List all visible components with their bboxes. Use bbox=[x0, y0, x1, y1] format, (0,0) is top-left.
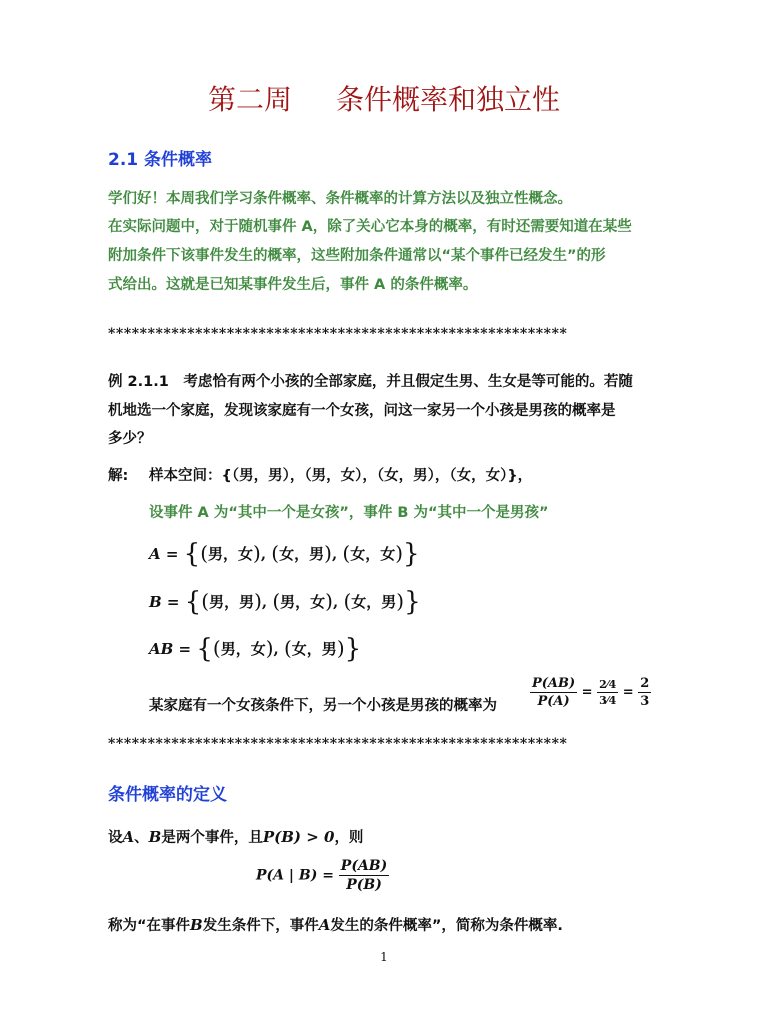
conclusion-text: 某家庭有一个女孩条件下，另一个小孩是男孩的概率为 bbox=[149, 698, 497, 714]
nested-numerator: 2⁄4 bbox=[599, 678, 617, 691]
event-a: A bbox=[122, 828, 135, 846]
separator-stars-top: ********************************************************** bbox=[108, 326, 568, 342]
set-b-equation: B = {(男，男), (男，女), (女，男)} bbox=[149, 587, 421, 617]
formula-denominator: P(B) bbox=[346, 877, 382, 893]
ratio-fraction bbox=[530, 676, 577, 709]
event-b: B bbox=[148, 828, 162, 846]
events-definition: 设事件 A 为“其中一个是女孩”，事件 B 为“其中一个是男孩” bbox=[149, 505, 549, 521]
set-ab-lhs: AB bbox=[149, 640, 174, 658]
set-ab-equation: AB = {(男，女), (女，男)} bbox=[149, 634, 362, 664]
set-a-item: 女，女 bbox=[350, 545, 396, 563]
intro-line-2: 在实际问题中，对于随机事件 A，除了关心它本身的概率，有时还需要知道在某些 bbox=[108, 219, 632, 235]
separator-stars-bottom: ********************************************************** bbox=[108, 736, 568, 752]
conclusion-formula: $\frac{P(AB)}{P(A)}$ = $\frac{2⁄4}{3⁄4}$ = $\frac{2}{3}$ bbox=[532, 676, 650, 709]
title-topic: 条件概率和独立性 bbox=[336, 83, 561, 116]
intro-line-1: 学们好！本周我们学习条件概率、条件概率的计算方法以及独立性概念。 bbox=[108, 191, 572, 207]
definition-statement: 称为“在事件B发生条件下，事件A发生的条件概率”，简称为条件概率. bbox=[108, 916, 563, 934]
definition-heading: 条件概率的定义 bbox=[108, 785, 227, 805]
nested-fraction bbox=[597, 678, 618, 707]
page-title bbox=[0, 78, 768, 118]
set-a-equation: A = {(男，女), (女，男), (女，女)} bbox=[149, 539, 420, 569]
section-heading-2-1: 2.1 条件概率 bbox=[108, 150, 213, 170]
page-number: 1 bbox=[380, 950, 388, 964]
set-a-item: 女，男 bbox=[279, 545, 325, 563]
formula-numerator: P(AB) bbox=[340, 858, 388, 874]
set-a-lhs: A bbox=[149, 545, 161, 563]
formula-lhs: P(A | B) bbox=[256, 867, 318, 884]
set-b-lhs: B bbox=[149, 593, 162, 611]
set-b-item: 女，男 bbox=[351, 593, 397, 611]
nested-denominator: 3⁄4 bbox=[599, 694, 617, 707]
set-b-item: 男，男 bbox=[209, 593, 255, 611]
definition-premise: 设A、B是两个事件，且P(B) > 0，则 bbox=[108, 828, 364, 846]
set-a-item: 男，女 bbox=[208, 545, 254, 563]
formula-fraction bbox=[339, 858, 389, 893]
set-ab-item: 男，女 bbox=[220, 640, 266, 658]
ratio-denominator: P(A) bbox=[537, 694, 570, 709]
example-line-1: 例 2.1.1 考虑恰有两个小孩的全部家庭，并且假定生男、生女是等可能的。若随 bbox=[108, 374, 633, 390]
example-line-2: 机地选一个家庭，发现该家庭有一个女孩，问这一家另一个小孩是男孩的概率是 bbox=[108, 403, 616, 419]
intro-line-3: 附加条件下该事件发生的概率，这些附加条件通常以“某个事件已经发生”的形 bbox=[108, 248, 606, 264]
result-numerator: 2 bbox=[640, 676, 650, 691]
result-denominator: 3 bbox=[640, 694, 650, 709]
set-b-item: 男，女 bbox=[280, 593, 326, 611]
ratio-numerator: P(AB) bbox=[532, 676, 576, 691]
sample-space: 样本空间：{（男，男），（男，女），（女，男），（女，女）}， bbox=[149, 468, 533, 484]
condition-pb-positive: P(B) > 0 bbox=[262, 828, 335, 846]
result-fraction bbox=[638, 676, 651, 709]
example-line-3: 多少？ bbox=[108, 431, 152, 447]
title-week: 第二周 bbox=[207, 83, 292, 116]
set-ab-item: 女，男 bbox=[291, 640, 337, 658]
conditional-probability-formula: P(A | B) = $\frac{P(AB)}{P(B)}$ bbox=[256, 858, 388, 893]
intro-line-4: 式给出。这就是已知某事件发生后，事件 A 的条件概率。 bbox=[108, 277, 478, 293]
solution-label: 解: bbox=[108, 468, 129, 484]
